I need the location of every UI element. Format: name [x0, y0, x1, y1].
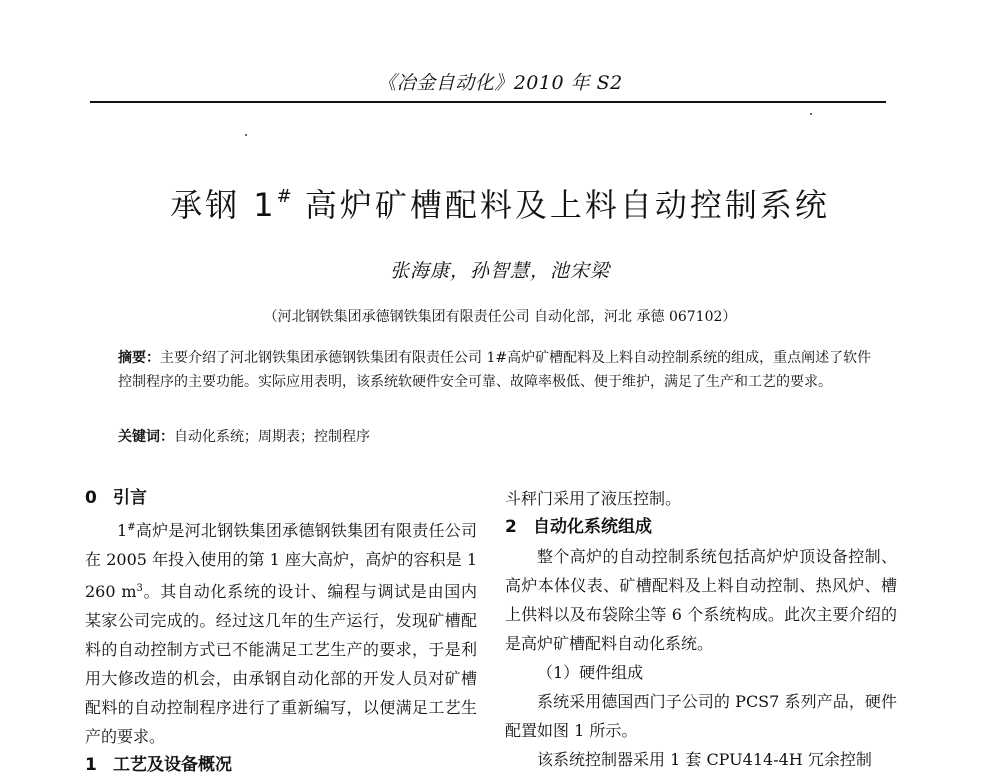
journal-header: 《冶金自动化》2010 年 S2	[377, 72, 623, 94]
hardware-subheading: （1）硬件组成	[537, 663, 644, 682]
paper-authors: 张海康，孙智慧，池宋梁	[389, 260, 610, 282]
section-1-heading	[85, 751, 477, 780]
section-1-title: 工艺及设备概况	[113, 755, 232, 775]
paper-affiliation: （河北钢铁集团承德钢铁集团有限责任公司 自动化部，河北 承德 067102）	[263, 309, 737, 325]
keywords-label: 关键词：	[118, 429, 174, 445]
intro-body: 高炉是河北钢铁集团承德钢铁集团有限责任公司在 2005 年投入使用的第 1 座大高炉，高炉的容积是 1 260 m	[85, 521, 477, 601]
intro-paragraph	[85, 513, 477, 751]
section-2-title: 自动化系统组成	[533, 517, 652, 537]
continued-text: 斗秤门采用了液压控制。	[505, 489, 682, 508]
section-0-heading	[85, 484, 477, 513]
title-suffix: 高炉矿槽配料及上料自动控制系统	[291, 186, 830, 224]
title-number-mark: #	[276, 186, 292, 207]
scan-speck	[810, 113, 812, 115]
abstract-text: 主要介绍了河北钢铁集团承德钢铁集团有限责任公司 1#高炉矿槽配料及上料自动控制系统的组成，重点阐述了软件控制程序的主要功能。实际应用表明，该系统软硬件安全可靠、故障率极低、便于维护，满足了生产和工艺的要求。	[118, 350, 872, 390]
section-0-title: 引言	[113, 488, 147, 508]
header-rule	[90, 101, 886, 103]
section-0-number: 0	[85, 488, 97, 508]
keywords	[118, 427, 878, 447]
section-2-heading	[505, 513, 897, 542]
scan-speck	[245, 134, 247, 136]
section-2-number: 2	[505, 517, 517, 537]
left-column	[85, 484, 477, 780]
intro-prefix: 1	[117, 521, 128, 540]
intro-unit-superscript: 3	[136, 583, 143, 594]
paper-title	[0, 180, 1000, 226]
intro-number-mark: #	[127, 522, 136, 533]
section-1-number: 1	[85, 755, 97, 775]
intro-tail: 。其自动化系统的设计、编程与调试是由国内某家公司完成的。经过这几年的生产运行，发现矿槽配料的自动控制方式已不能满足工艺生产的要求，于是利用大修改造的机会，由承钢自动化部的开发人员对矿槽配料的自动控制程序进行了重新编写，以便满足工艺生产的要求。	[85, 582, 477, 746]
abstract	[118, 346, 878, 394]
controller-paragraph: 该系统控制器采用 1 套 CPU414-4H 冗余控制	[537, 750, 872, 769]
abstract-label: 摘要：	[118, 350, 160, 366]
title-prefix: 承钢 1	[170, 186, 277, 224]
system-overview-paragraph: 整个高炉的自动控制系统包括高炉炉顶设备控制、高炉本体仪表、矿槽配料及上料自动控制、热风炉、槽上供料以及布袋除尘等 6 个系统构成。此次主要介绍的是高炉矿槽配料自动化系统。	[505, 547, 897, 653]
keywords-text: 自动化系统；周期表；控制程序	[174, 429, 370, 445]
right-column	[505, 484, 897, 774]
hardware-paragraph: 系统采用德国西门子公司的 PCS7 系列产品，硬件配置如图 1 所示。	[505, 692, 897, 740]
